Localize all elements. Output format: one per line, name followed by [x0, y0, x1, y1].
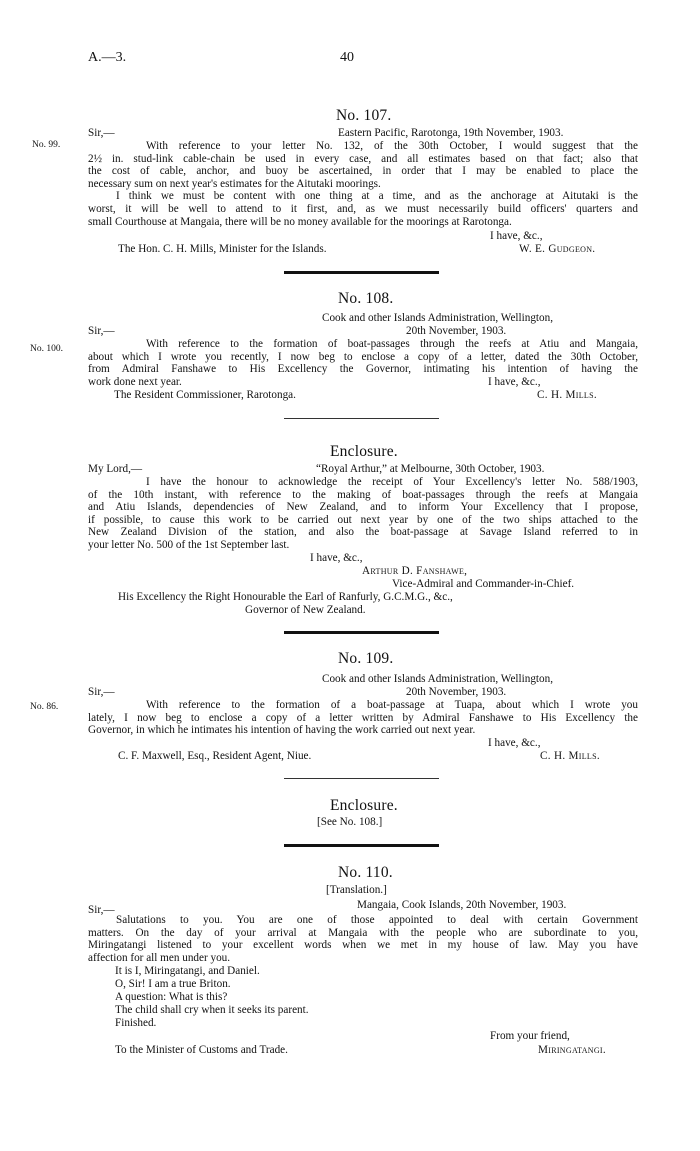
letter-110-place-date: Mangaia, Cook Islands, 20th November, 1903.: [357, 899, 567, 911]
letter-110-closing: From your friend,: [490, 1030, 570, 1042]
body-line: about which I wrote you recently, I now beg to enclose a copy of a letter, dated the 30th October,: [88, 350, 638, 363]
series-code: A.—3.: [88, 50, 127, 65]
letter-109-date: 20th November, 1903.: [406, 686, 507, 698]
letter-109-body: [88, 699, 638, 724]
letter-110-salutation: Sir,—: [88, 904, 115, 916]
letter-110-subtitle: [Translation.]: [326, 884, 387, 896]
body-line: 2½ in. stud-link cable-chain be used in every case, and all estimates based on that fact; also that: [88, 152, 638, 165]
letter-110-line: A question: What is this?: [115, 991, 228, 1003]
letter-110-line: The child shall cry when it seeks its parent.: [115, 1004, 309, 1016]
letter-110-signature: Miringatangi.: [538, 1044, 606, 1056]
letter-109-title: No. 109.: [338, 650, 394, 667]
letter-109-side-ref: No. 86.: [30, 702, 59, 712]
letter-107-signature: W. E. Gudgeon.: [519, 243, 596, 255]
letter-109-addressee: C. F. Maxwell, Esq., Resident Agent, Niue.: [118, 750, 312, 762]
enclosure-1-addressee: His Excellency the Right Honourable the Earl of Ranfurly, G.C.M.G., &c.,: [118, 591, 453, 603]
section-divider: [284, 778, 439, 779]
body-line: small Courthouse at Mangaia, there will be no money available for the moorings at Rarotonga.: [88, 215, 512, 228]
body-line: your letter No. 500 of the 1st September last.: [88, 538, 290, 551]
body-line: Miringatangi listened to your excellent words when we met in my house of law. May you have: [88, 939, 638, 952]
enclosure-1-addressee-title: Governor of New Zealand.: [245, 604, 366, 616]
letter-108-body-last: work done next year.: [88, 376, 182, 388]
body-line: worst, it will be well to attend to it first, and, as we must necessarily build officers' quarters and: [88, 202, 638, 215]
letter-108-date: 20th November, 1903.: [406, 325, 507, 337]
letter-110-line: Finished.: [115, 1017, 157, 1029]
section-divider: [284, 631, 439, 634]
body-line: if possible, to cause this work to be carried out next year by one of the two ships attached to the: [88, 513, 638, 526]
body-line: the cost of cable, anchor, and buoy be ascertained, in order that I may be enabled to place the: [88, 165, 638, 178]
body-line: of the 10th instant, with reference to the making of boat-passages through the reefs at Mangaia: [88, 488, 638, 501]
body-line: With reference to the formation of a boat-passage at Tuapa, about which I wrote you: [146, 699, 638, 711]
body-line: necessary sum on next year's estimates for the Aitutaki moorings.: [88, 177, 381, 190]
letter-107-salutation: Sir,—: [88, 127, 115, 139]
letter-108-place: Cook and other Islands Administration, Wellington,: [322, 312, 554, 324]
body-line: With reference to your letter No. 132, of the 30th October, I would suggest that the: [146, 140, 638, 152]
letter-110-title: No. 110.: [338, 864, 393, 881]
body-line: matters. On the day of your arrival at Mangaia with the people who are subordinate to you,: [88, 926, 638, 939]
letter-107-side-ref: No. 99.: [32, 140, 61, 150]
letter-108-closing: I have, &c.,: [488, 376, 541, 388]
enclosure-1-signature: Arthur D. Fanshawe,: [362, 565, 468, 577]
letter-108-body: [88, 338, 638, 376]
letter-107-body: [88, 140, 638, 228]
enclosure-1-salutation: My Lord,—: [88, 463, 143, 475]
letter-110-line: O, Sir! I am a true Briton.: [115, 978, 231, 990]
letter-108-side-ref: No. 100.: [30, 344, 63, 354]
section-divider: [284, 418, 439, 419]
letter-110-body-last: affection for all men under you.: [88, 952, 231, 964]
body-line: I think we must be content with one thing at a time, and as the anchorage at Aitutaki is the: [116, 190, 638, 203]
letter-109-closing: I have, &c.,: [488, 737, 541, 749]
letter-110-body: [88, 914, 638, 952]
section-divider: [284, 271, 439, 274]
letter-109-body-last: Governor, in which he intimates his intention of having the work carried out next year.: [88, 724, 476, 736]
letter-109-signature: C. H. Mills.: [540, 750, 600, 762]
enclosure-2-title: Enclosure.: [330, 797, 398, 814]
letter-107-addressee: The Hon. C. H. Mills, Minister for the Islands.: [118, 243, 327, 255]
body-line: and Atiu Islands, dependencies of New Zealand, and to inform Your Excellency that I propose,: [88, 501, 638, 514]
enclosure-1-title: Enclosure.: [330, 443, 398, 460]
letter-108-addressee: The Resident Commissioner, Rarotonga.: [114, 389, 296, 401]
enclosure-1-signature-title: Vice-Admiral and Commander-in-Chief.: [392, 578, 575, 590]
section-divider: [284, 844, 439, 847]
letter-107-title: No. 107.: [336, 107, 392, 124]
letter-109-place: Cook and other Islands Administration, Wellington,: [322, 673, 554, 685]
letter-108-salutation: Sir,—: [88, 325, 115, 337]
body-line: New Zealand Division of the station, and also the boat-passage at Savage Island referred to in: [88, 526, 638, 539]
letter-108-title: No. 108.: [338, 290, 394, 307]
body-line: Salutations to you. You are one of those appointed to deal with certain Government: [116, 914, 638, 926]
enclosure-2-note: [See No. 108.]: [317, 816, 383, 828]
letter-107-closing: I have, &c.,: [490, 230, 543, 242]
page-number: 40: [340, 50, 354, 65]
letter-108-signature: C. H. Mills.: [537, 389, 597, 401]
letter-110-line: It is I, Miringatangi, and Daniel.: [115, 965, 260, 977]
body-line: lately, I now beg to enclose a copy of a letter written by Admiral Fanshawe to His Excellency the: [88, 711, 638, 724]
letter-107-place-date: Eastern Pacific, Rarotonga, 19th November, 1903.: [338, 127, 564, 139]
body-line: I have the honour to acknowledge the receipt of Your Excellency's letter No. 588/1903,: [146, 476, 638, 488]
letter-110-addressee: To the Minister of Customs and Trade.: [115, 1044, 288, 1056]
body-line: With reference to the formation of boat-passages through the reefs at Atiu and Mangaia,: [146, 338, 638, 350]
enclosure-1-place-date: “Royal Arthur,” at Melbourne, 30th October, 1903.: [316, 463, 545, 475]
body-line: from Admiral Fanshawe to His Excellency the Governor, intimating his intention of having the: [88, 363, 638, 376]
enclosure-1-body: [88, 476, 638, 552]
enclosure-1-closing: I have, &c.,: [310, 552, 363, 564]
letter-109-salutation: Sir,—: [88, 686, 115, 698]
